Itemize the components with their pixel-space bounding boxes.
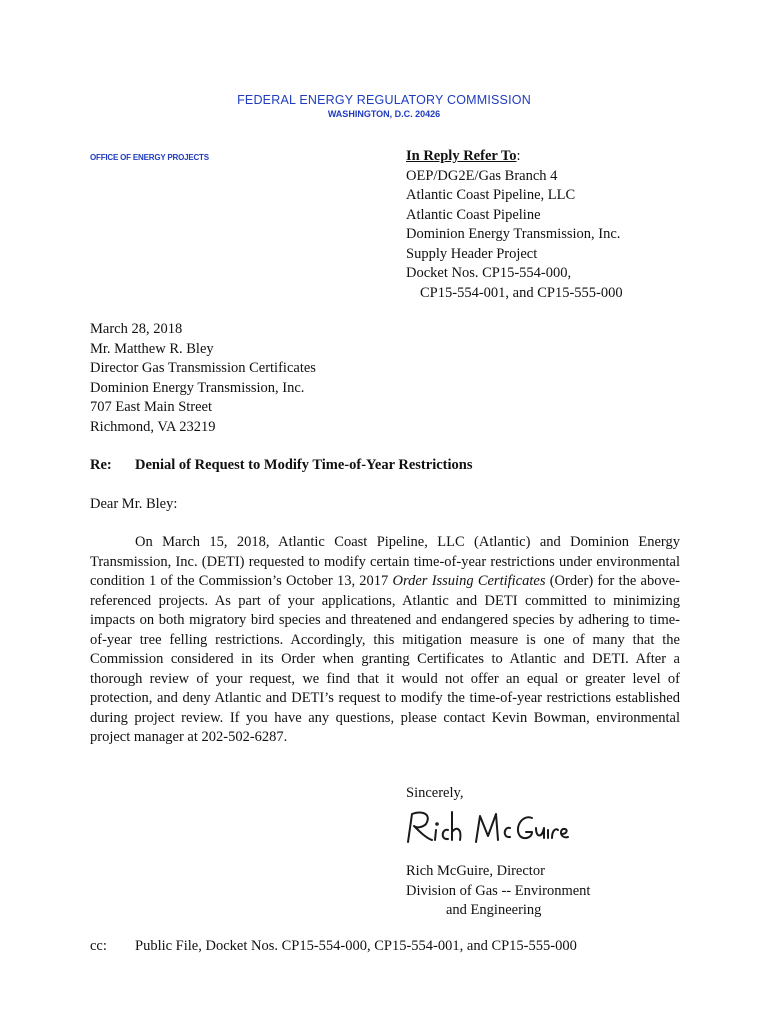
reply-line-continued: CP15-554-001, and CP15-555-000 <box>420 284 623 301</box>
subject-line <box>90 457 472 474</box>
reply-refer-block <box>406 147 623 303</box>
agency-name: FEDERAL ENERGY REGULATORY COMMISSION <box>237 93 531 107</box>
letterhead <box>0 92 768 120</box>
reply-line: Supply Header Project <box>406 245 538 262</box>
body-text-part2: (Order) for the above-referenced projects. As part of your applications, Atlantic and DETI committed to minimizing impacts on both migratory bird species and threatened and endangered species by adhering to time-of-year tree felling restrictions. Accordingly, this mitigation measure is one of many that the Commission considered in its Order when granting Certificates to Atlantic and DETI. After a thorough review of your request, we find that it would not offer an equal or greater level of protection, and deny Atlantic and DETI’s request to modify the time-of-year restrictions established during project review. If you have any questions, please contact Kevin Bowman, environmental project manager at 202-502-6287. <box>90 573 680 745</box>
reply-line: OEP/DG2E/Gas Branch 4 <box>406 167 558 184</box>
reply-heading-colon: : <box>516 148 521 164</box>
body-text-part1: On March 15, 2018, Atlantic Coast Pipeline, LLC (Atlantic) and Dominion Energy Transmission, Inc. (DETI) requested to modify certain time-of-year restrictions under environmental condition 1 of the Commission’s October 13, 2017 <box>90 534 680 589</box>
subject-tag: Re: <box>90 457 112 473</box>
office-name: OFFICE OF ENERGY PROJECTS <box>90 153 209 162</box>
salutation: Dear Mr. Bley: <box>90 496 178 512</box>
address-line: Richmond, VA 23219 <box>90 418 216 435</box>
reply-line: Dominion Energy Transmission, Inc. <box>406 226 621 242</box>
address-line: Dominion Energy Transmission, Inc. <box>90 379 305 396</box>
address-line: Mr. Matthew R. Bley <box>90 340 214 357</box>
cc-tag: cc: <box>90 938 107 954</box>
signer-title-continued: and Engineering <box>446 902 542 918</box>
signer-title: Division of Gas -- Environment <box>406 882 591 899</box>
closing: Sincerely, <box>406 785 464 801</box>
agency-address: WASHINGTON, D.C. 20426 <box>327 109 441 119</box>
subject-text: Denial of Request to Modify Time-of-Year Restrictions <box>135 457 473 473</box>
reply-line: Atlantic Coast Pipeline <box>406 206 541 223</box>
signer-name: Rich McGuire, Director <box>406 863 545 879</box>
address-line: Director Gas Transmission Certificates <box>90 360 316 376</box>
body-paragraph <box>90 533 680 748</box>
reply-heading-text: In Reply Refer To <box>406 148 517 164</box>
reply-heading <box>406 147 623 167</box>
letter-date: March 28, 2018 <box>90 321 183 337</box>
address-block <box>90 320 316 437</box>
address-line: 707 East Main Street <box>90 399 213 415</box>
reply-line: Docket Nos. CP15-554-000, <box>406 265 572 281</box>
signer-block <box>406 862 590 921</box>
signature-image <box>402 806 572 848</box>
cc-text: Public File, Docket Nos. CP15-554-000, CP15-554-001, and CP15-555-000 <box>135 938 577 954</box>
cc-line <box>90 938 577 955</box>
reply-line: Atlantic Coast Pipeline, LLC <box>406 187 576 203</box>
order-title: Order Issuing Certificates <box>392 573 546 589</box>
